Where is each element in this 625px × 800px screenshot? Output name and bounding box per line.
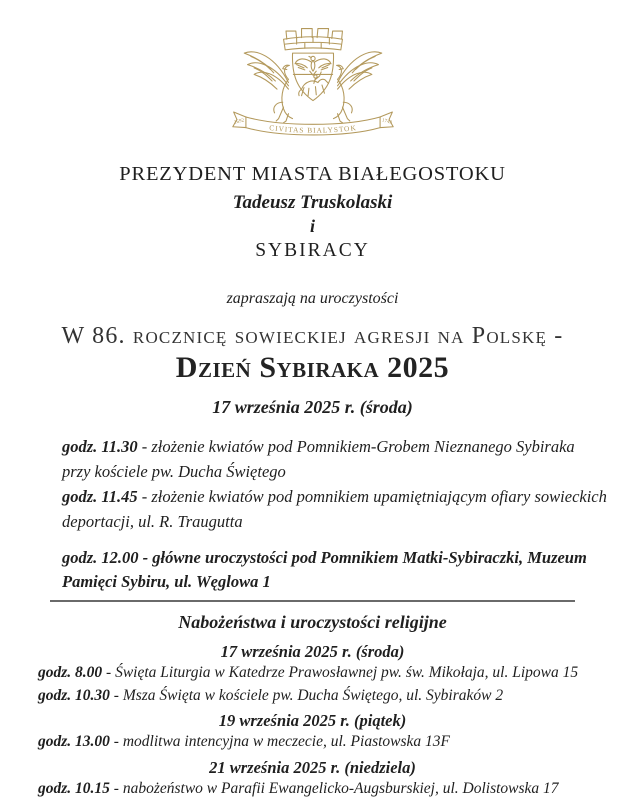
crest-year-left: 1692 bbox=[232, 117, 245, 126]
right-griffin-supporter bbox=[333, 52, 381, 123]
event-line bbox=[38, 662, 625, 685]
event-description: - złożenie kwiatów pod Pomnikiem-Grobem Nieznanego Sybiraka przy kościele pw. Ducha Świętego bbox=[62, 437, 575, 481]
organizer-name: Tadeusz Truskolaski bbox=[232, 192, 393, 213]
event-description: - nabożeństwo w Parafii Ewangelicko-Augsburskiej, ul. Dolistowska 17 bbox=[113, 779, 559, 797]
event-time: godz. 12.00 bbox=[62, 548, 139, 567]
city-crest bbox=[223, 22, 403, 153]
event-description: - złożenie kwiatów pod pomnikiem upamiętniającym ofiary sowieckich deportacji, ul. R. Traugutta bbox=[62, 487, 607, 531]
event-time: godz. 8.00 bbox=[38, 664, 103, 681]
main-program-date: 17 września 2025 r. (środa) bbox=[212, 397, 413, 417]
religious-date: 21 września 2025 r. (niedziela) bbox=[209, 757, 416, 777]
co-organizer: SYBIRACY bbox=[255, 240, 370, 261]
event-title-line1: W 86. rocznicę sowieckiej agresji na Polskę - bbox=[61, 323, 564, 349]
religious-date: 19 września 2025 r. (piątek) bbox=[218, 711, 407, 730]
religious-date: 17 września 2025 r. (środa) bbox=[220, 642, 405, 661]
event-line bbox=[38, 685, 625, 708]
event-time: godz. 10.15 bbox=[38, 779, 110, 797]
event-line bbox=[62, 434, 607, 484]
main-program-events bbox=[62, 434, 607, 534]
crest-year-right: 1749 bbox=[380, 117, 393, 126]
highlight-event-line bbox=[62, 546, 607, 594]
event-line bbox=[38, 778, 625, 800]
event-line bbox=[62, 484, 607, 534]
section-divider bbox=[50, 600, 575, 602]
event-description: - modlitwa intencyjna w meczecie, ul. Piastowska 13F bbox=[113, 733, 450, 750]
mural-crown bbox=[283, 29, 342, 50]
event-time: godz. 10.30 bbox=[38, 686, 110, 704]
event-time: godz. 11.45 bbox=[62, 487, 138, 506]
event-title-line2: Dzień Sybiraka 2025 bbox=[175, 351, 450, 384]
crest-motto: CIVITAS BIALYSTOK bbox=[268, 122, 357, 135]
event-time: godz. 11.30 bbox=[62, 437, 138, 456]
event-description: - główne uroczystości pod Pomnikiem Matki-Sybiraczki, Muzeum Pamięci Sybiru, ul. Węglowa 1 bbox=[62, 548, 587, 591]
event-time: godz. 13.00 bbox=[38, 733, 110, 750]
invitation-line: zapraszają na uroczystości bbox=[226, 290, 399, 307]
event-description: - Msza Święta w kościele pw. Ducha Świętego, ul. Sybiraków 2 bbox=[113, 686, 504, 704]
event-description: - Święta Liturgia w Katedrze Prawosławnej pw. św. Mikołaja, ul. Lipowa 15 bbox=[106, 664, 579, 681]
conjunction: i bbox=[309, 216, 315, 236]
left-griffin-supporter bbox=[244, 52, 292, 123]
event-line bbox=[38, 731, 625, 754]
organizer-title: PREZYDENT MIASTA BIAŁEGOSTOKU bbox=[119, 163, 506, 185]
religious-section-heading: Nabożeństwa i uroczystości religijne bbox=[178, 612, 447, 632]
